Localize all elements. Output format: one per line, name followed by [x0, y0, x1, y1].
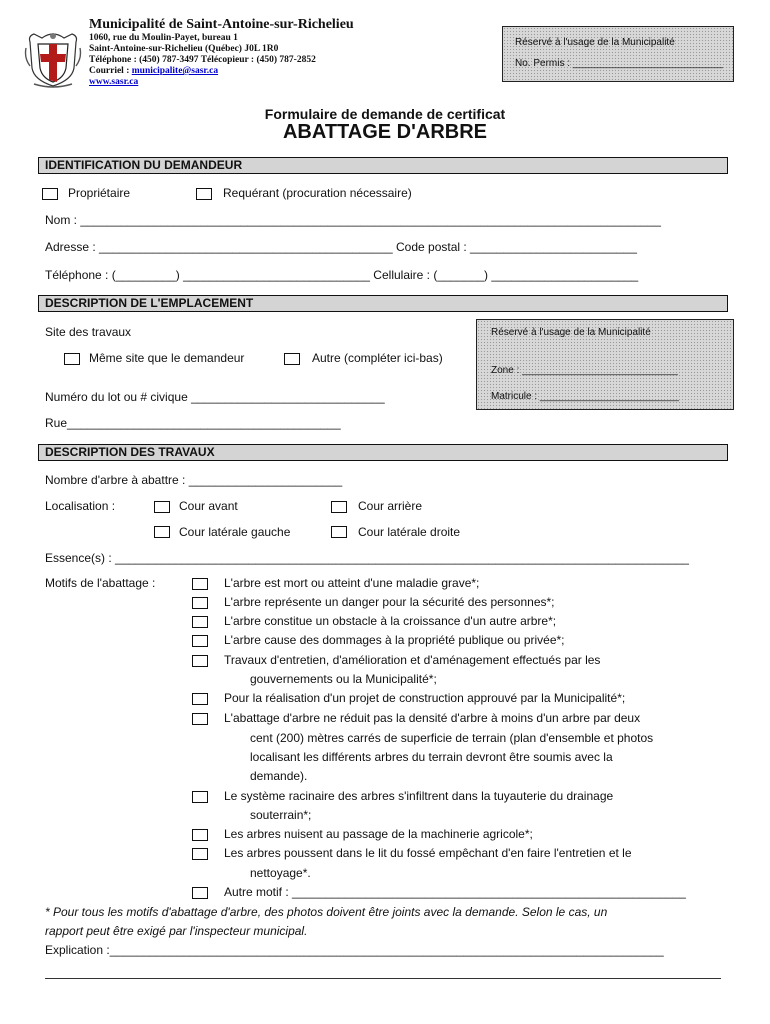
- motif-text: L'arbre constitue un obstacle à la croissance d'un autre arbre*;: [224, 614, 557, 628]
- office-use-label: Réservé à l'usage de la Municipalité: [515, 37, 675, 48]
- form-title: ABATTAGE D'ARBRE: [282, 121, 487, 143]
- motif-text: Travaux d'entretien, d'amélioration et d'aménagement effectués par les: [224, 653, 601, 667]
- email-link[interactable]: municipalite@sasr.ca: [131, 66, 219, 76]
- motif-text: Pour la réalisation d'un projet de construction approuvé par la Municipalité*;: [224, 691, 626, 705]
- motif-text-continued: demande).: [250, 769, 308, 783]
- website-link[interactable]: www.sasr.ca: [89, 77, 139, 87]
- photos-note: * Pour tous les motifs d'abattage d'arbre, des photos doivent être joints avec la demande. Selon le cas, un: [45, 905, 608, 919]
- requester-checkbox[interactable]: [196, 188, 212, 200]
- street-field[interactable]: Rue_________________________________________: [45, 416, 341, 430]
- municipal-logo: [24, 28, 82, 88]
- office-use-box: [502, 26, 734, 82]
- email-label: Courriel :: [89, 66, 132, 76]
- address-line-1: 1060, rue du Moulin-Payet, bureau 1: [89, 33, 238, 43]
- permit-number-field[interactable]: No. Permis : ___________________________: [515, 58, 723, 69]
- explanation-extra-line[interactable]: [45, 978, 721, 979]
- front-yard-checkbox[interactable]: [154, 501, 170, 513]
- motifs-label: Motifs de l'abattage :: [45, 576, 156, 590]
- motif-text-continued: localisant les différents arbres du terrain devront être soumis avec la: [250, 750, 613, 764]
- motif-machinery-checkbox[interactable]: [192, 829, 208, 841]
- lot-number-field[interactable]: Numéro du lot ou # civique _____________________________: [45, 390, 385, 404]
- zone-field[interactable]: Zone : ____________________________: [491, 365, 678, 376]
- explanation-field[interactable]: Explication :___________________________________________________________________________________: [45, 943, 664, 957]
- left-side-yard-label: Cour latérale gauche: [179, 525, 291, 539]
- motif-text: Le système racinaire des arbres s'infiltrent dans la tuyauterie du drainage: [224, 789, 614, 803]
- location-heading: DESCRIPTION DE L'EMPLACEMENT: [38, 295, 728, 312]
- works-heading: DESCRIPTION DES TRAVAUX: [38, 444, 728, 461]
- motif-text-continued: gouvernements ou la Municipalité*;: [250, 672, 437, 686]
- front-yard-label: Cour avant: [179, 499, 238, 513]
- same-site-checkbox[interactable]: [64, 353, 80, 365]
- motif-ditch-checkbox[interactable]: [192, 848, 208, 860]
- motif-text: L'arbre cause des dommages à la propriété publique ou privée*;: [224, 633, 565, 647]
- name-field[interactable]: Nom : _______________________________________________________________________________________: [45, 213, 661, 227]
- office-use-location-label: Réservé à l'usage de la Municipalité: [491, 327, 651, 338]
- right-side-yard-label: Cour latérale droite: [358, 525, 461, 539]
- left-side-yard-checkbox[interactable]: [154, 526, 170, 538]
- phone-field[interactable]: Téléphone : (_________) ____________________________ Cellulaire : (_______) ______________________: [45, 268, 639, 282]
- email-line: [89, 66, 218, 76]
- requester-label: Requérant (procuration nécessaire): [223, 186, 412, 200]
- right-side-yard-checkbox[interactable]: [331, 526, 347, 538]
- tree-count-field[interactable]: Nombre d'arbre à abattre : _______________________: [45, 473, 343, 487]
- office-use-location-box: [476, 319, 734, 410]
- motif-text-continued: cent (200) mètres carrés de superficie de terrain (plan d'ensemble et photos: [250, 731, 654, 745]
- address-field[interactable]: Adresse : ____________________________________________ Code postal : _________________________: [45, 240, 637, 254]
- back-yard-checkbox[interactable]: [331, 501, 347, 513]
- motif-text: Les arbres nuisent au passage de la machinerie agricole*;: [224, 827, 533, 841]
- motif-text-continued: souterrain*;: [250, 808, 312, 822]
- localisation-label: Localisation :: [45, 499, 116, 513]
- motif-text: L'abattage d'arbre ne réduit pas la densité d'arbre à moins d'un arbre par deux: [224, 711, 641, 725]
- motif-roots-checkbox[interactable]: [192, 791, 208, 803]
- motif-obstacle-checkbox[interactable]: [192, 616, 208, 628]
- form-subtitle: Formulaire de demande de certificat: [264, 106, 506, 122]
- species-field[interactable]: Essence(s) : ______________________________________________________________________________________: [45, 551, 689, 565]
- photos-note-continued: rapport peut être exigé par l'inspecteur municipal.: [45, 924, 308, 938]
- matricule-field[interactable]: Matricule : _________________________: [491, 391, 679, 402]
- motif-text: L'arbre est mort ou atteint d'une maladie grave*;: [224, 576, 480, 590]
- motif-construction-checkbox[interactable]: [192, 693, 208, 705]
- address-line-2: Saint-Antoine-sur-Richelieu (Québec) J0L 1R0: [89, 44, 279, 54]
- motif-text-continued: nettoyage*.: [250, 866, 311, 880]
- owner-checkbox[interactable]: [42, 188, 58, 200]
- motif-text: L'arbre représente un danger pour la sécurité des personnes*;: [224, 595, 555, 609]
- municipality-name: Municipalité de Saint-Antoine-sur-Richelieu: [89, 17, 354, 32]
- other-site-label: Autre (compléter ici-bas): [312, 351, 443, 365]
- motif-maintenance-checkbox[interactable]: [192, 655, 208, 667]
- motif-dead-tree-checkbox[interactable]: [192, 578, 208, 590]
- motif-text: Les arbres poussent dans le lit du fossé empêchant d'en faire l'entretien et le: [224, 846, 632, 860]
- motif-other-checkbox[interactable]: [192, 887, 208, 899]
- same-site-label: Même site que le demandeur: [89, 351, 245, 365]
- motif-damage-checkbox[interactable]: [192, 635, 208, 647]
- identification-heading: IDENTIFICATION DU DEMANDEUR: [38, 157, 728, 174]
- work-site-label: Site des travaux: [45, 325, 132, 339]
- motif-density-checkbox[interactable]: [192, 713, 208, 725]
- motif-danger-checkbox[interactable]: [192, 597, 208, 609]
- back-yard-label: Cour arrière: [358, 499, 423, 513]
- phone-fax: Téléphone : (450) 787-3497 Télécopieur : (450) 787-2852: [89, 55, 316, 65]
- motif-other-field[interactable]: Autre motif : ___________________________________________________________: [224, 885, 686, 899]
- owner-label: Propriétaire: [68, 186, 131, 200]
- other-site-checkbox[interactable]: [284, 353, 300, 365]
